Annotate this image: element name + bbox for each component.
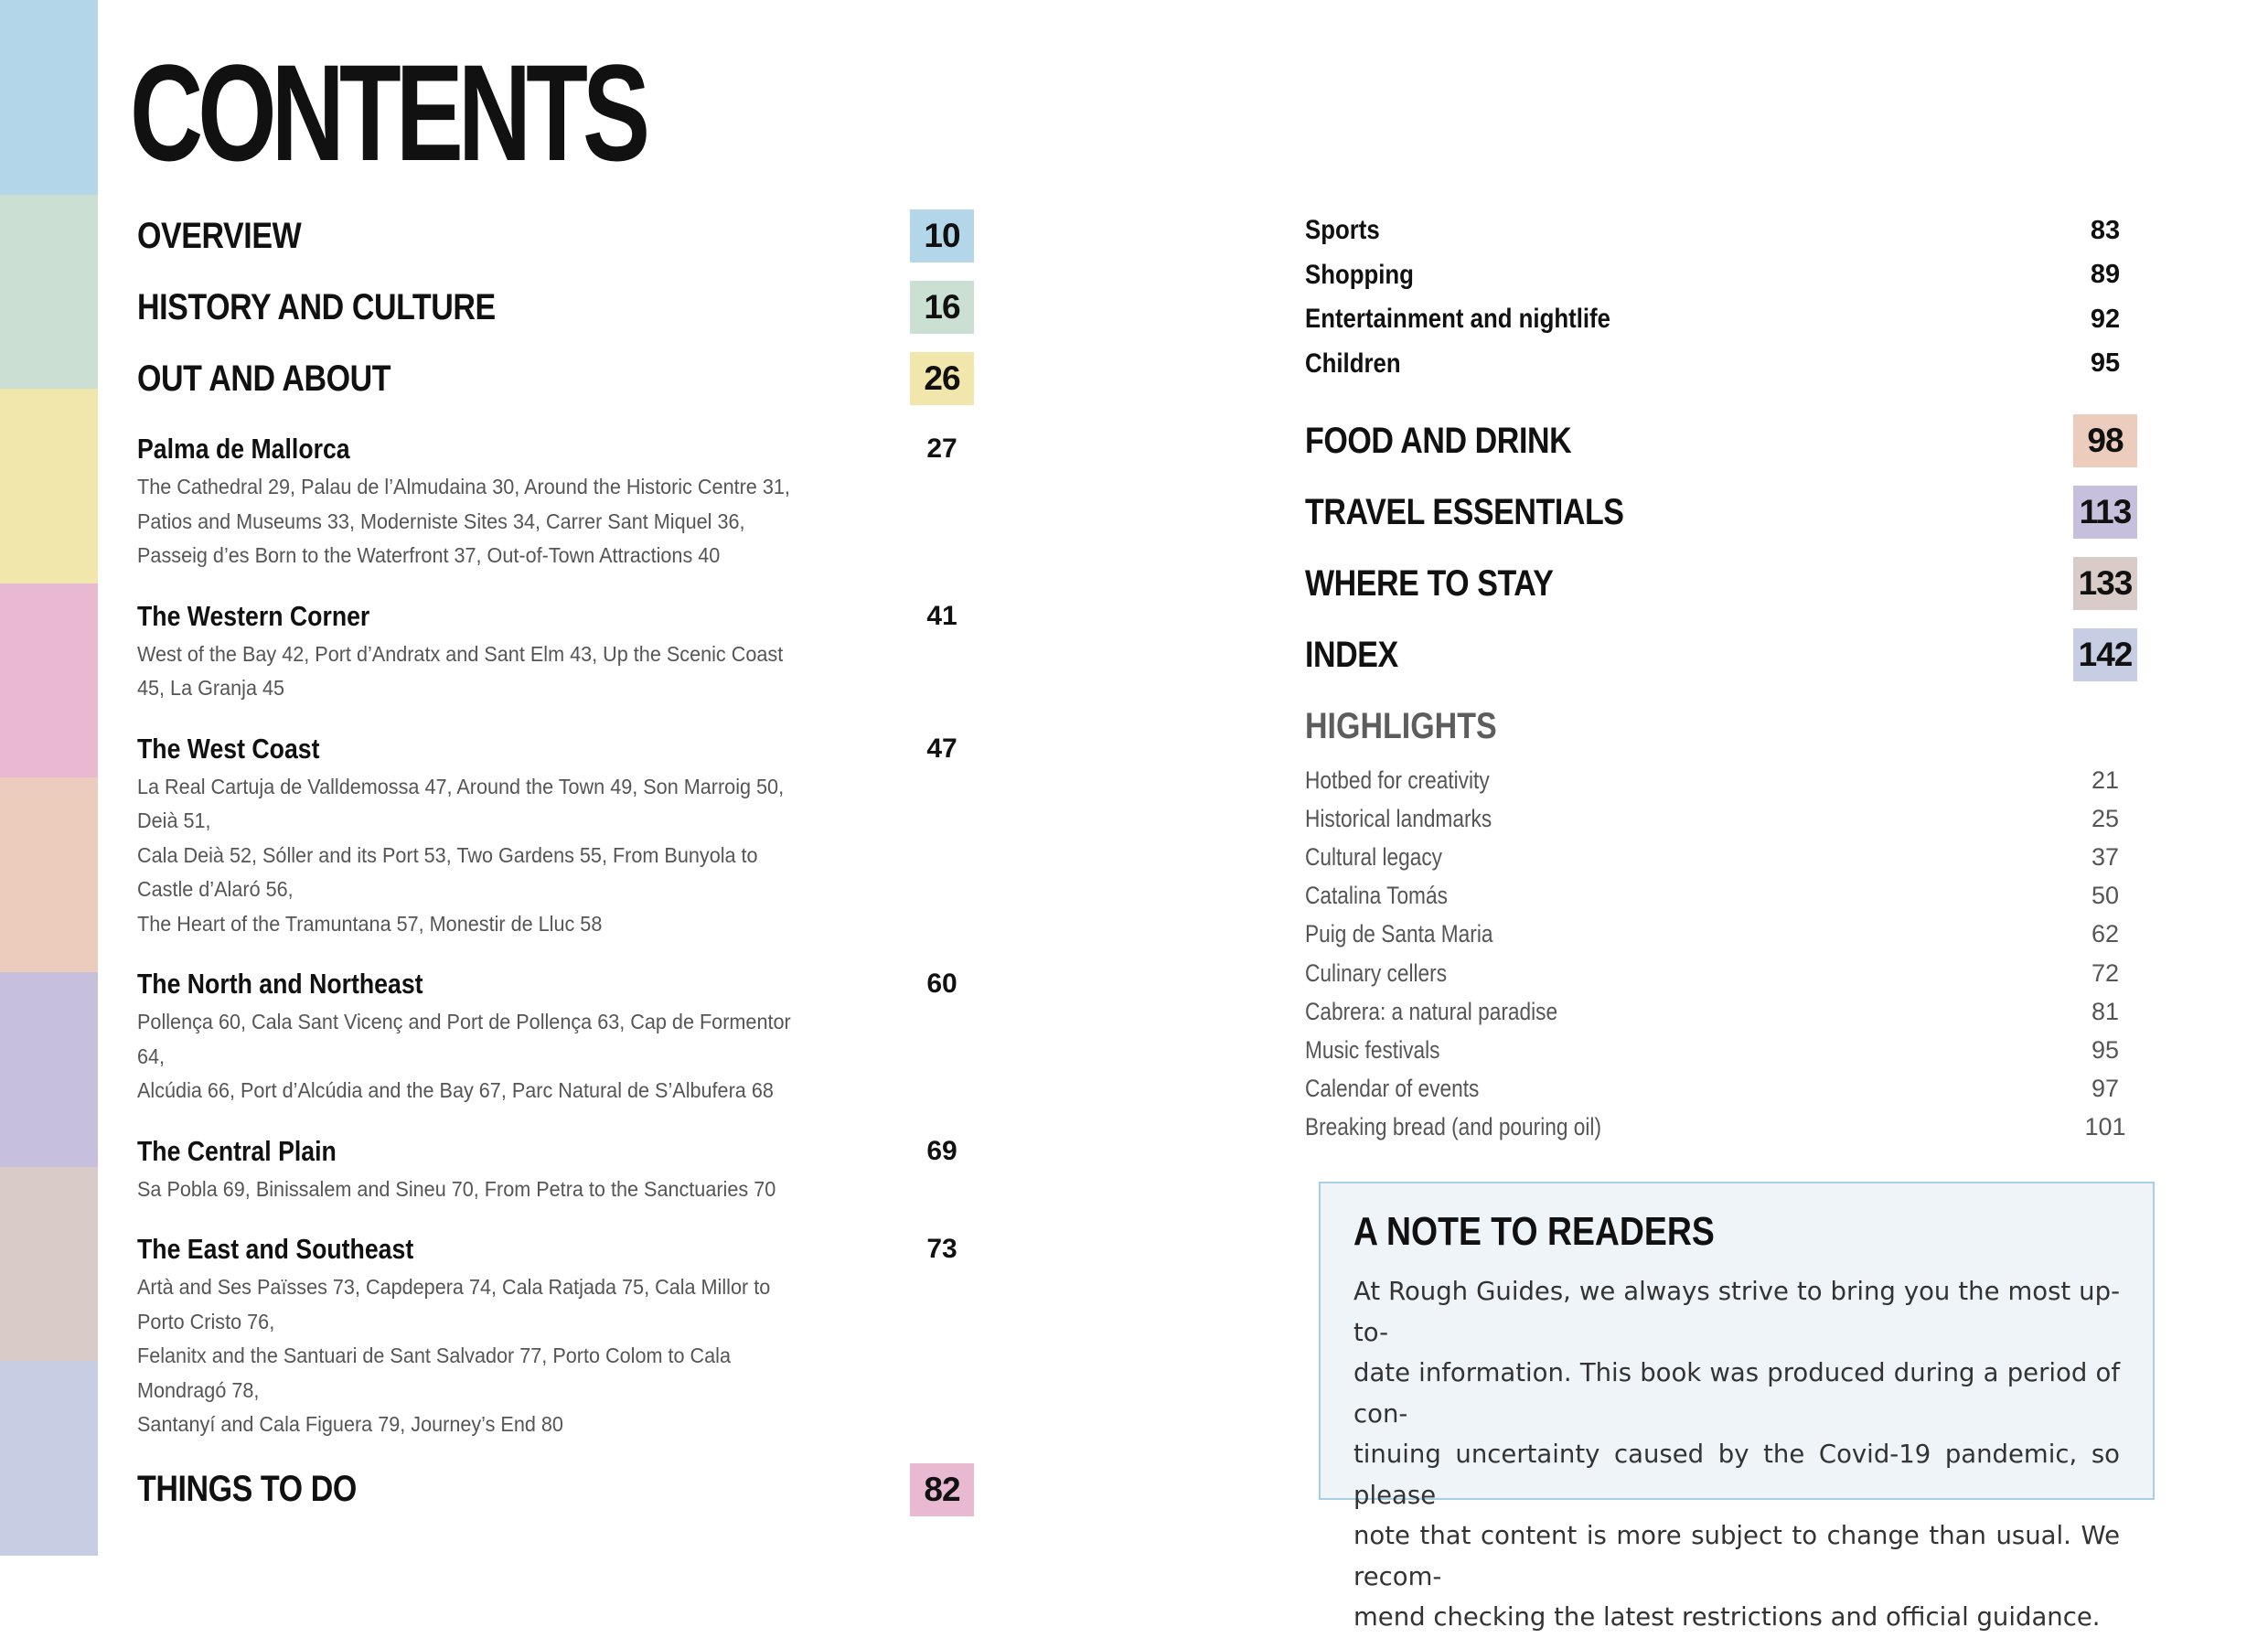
highlight-label: Culinary cellers <box>1305 958 1448 987</box>
page-badge: 82 <box>910 1463 974 1516</box>
highlight-item[interactable] <box>1305 992 2137 1031</box>
chapter-western-corner[interactable] <box>137 595 974 706</box>
highlight-label: Cultural legacy <box>1305 842 1443 871</box>
section-label: HISTORY AND CULTURE <box>137 286 496 327</box>
chapter-page: 60 <box>926 969 957 999</box>
chapter-description: La Real Cartuja de Valldemossa 47, Around the Town 49, Son Marroig 50, Deià 51, Cala Deià 52, Sóller and its Port 53, Two Gardens 55, From Bunyola to Castle d’Alaró 56, The Heart of the Tramuntana 57, Monestir de Lluc 58 <box>137 774 785 936</box>
chapter-page: 41 <box>926 600 957 631</box>
highlight-page: 37 <box>2091 842 2120 871</box>
chapter-north-and-northeast[interactable] <box>137 963 974 1108</box>
chapter-description: The Cathedral 29, Palau de l’Almudaina 30, Around the Historic Centre 31, Patios and Museums 33, Moderniste Sites 34, Carrer Sant Miquel 36, Passeig d’es Born to the Waterfront 37, Out-of-Town Attractions 40 <box>137 475 790 567</box>
highlight-item[interactable] <box>1305 915 2137 954</box>
right-column <box>1305 209 2137 1147</box>
section-label: WHERE TO STAY <box>1305 562 1554 604</box>
chapter-central-plain[interactable] <box>137 1130 974 1207</box>
subsection-children[interactable] <box>1305 342 2137 387</box>
chapter-description: Sa Pobla 69, Binissalem and Sineu 70, From Petra to the Sanctuaries 70 <box>137 1176 776 1201</box>
chapter-page: 69 <box>926 1135 957 1166</box>
chapter-title: The West Coast <box>137 732 320 765</box>
note-title: A NOTE TO READERS <box>1353 1209 1715 1254</box>
chapter-title: The North and Northeast <box>137 968 423 1000</box>
section-history-and-culture[interactable] <box>137 280 974 335</box>
strip-tab-travel-essentials <box>0 972 98 1167</box>
section-things-to-do[interactable] <box>137 1462 974 1517</box>
strip-tab-food-and-drink <box>0 777 98 972</box>
highlight-item[interactable] <box>1305 838 2137 876</box>
chapter-description: Artà and Ses Païsses 73, Capdepera 74, Cala Ratjada 75, Cala Millor to Porto Cristo 76, Felanitx and the Santuari de Sant Salvador 77, Porto Colom to Cala Mondragó 78, Santanyí and Cala Figuera 79, Journey’s End 80 <box>137 1275 771 1436</box>
page-title: CONTENTS <box>130 36 646 189</box>
chapter-description: Pollença 60, Cala Sant Vicenç and Port de Pollença 63, Cap de Formentor 64, Alcúdia 66, Port d’Alcúdia and the Bay 67, Parc Natural de S’Albufera 68 <box>137 1010 791 1102</box>
highlight-label: Cabrera: a natural paradise <box>1305 997 1558 1025</box>
chapter-page: 47 <box>926 733 957 764</box>
section-label: FOOD AND DRINK <box>1305 420 1572 461</box>
strip-tab-things-to-do <box>0 583 98 778</box>
page-badge: 133 <box>2073 557 2137 610</box>
strip-tab-out-and-about <box>0 389 98 583</box>
subsection-shopping[interactable] <box>1305 253 2137 298</box>
section-label: OUT AND ABOUT <box>137 358 391 399</box>
highlight-page: 81 <box>2091 997 2120 1025</box>
section-label: TRAVEL ESSENTIALS <box>1305 491 1624 532</box>
highlight-label: Hotbed for creativity <box>1305 765 1490 794</box>
highlight-item[interactable] <box>1305 1108 2137 1147</box>
page-badge: 98 <box>2073 414 2137 467</box>
highlights-list <box>1305 761 2137 1147</box>
subsection-label: Children <box>1305 348 1401 379</box>
strip-tab-where-to-stay <box>0 1167 98 1362</box>
strip-tab-overview <box>0 0 98 195</box>
page-badge: 26 <box>910 352 974 405</box>
chapter-title: The Central Plain <box>137 1134 337 1167</box>
chapter-page: 73 <box>926 1234 957 1264</box>
chapter-title: Palma de Mallorca <box>137 433 350 465</box>
chapter-page: 27 <box>926 434 957 464</box>
section-where-to-stay[interactable] <box>1305 556 2137 611</box>
subsection-sports[interactable] <box>1305 209 2137 253</box>
highlight-page: 50 <box>2091 882 2120 910</box>
subsection-label: Sports <box>1305 215 1380 246</box>
section-travel-essentials[interactable] <box>1305 485 2137 540</box>
highlight-label: Catalina Tomás <box>1305 882 1448 910</box>
subsection-page: 89 <box>2090 260 2121 290</box>
highlight-page: 101 <box>2084 1113 2126 1141</box>
highlight-label: Breaking bread (and pouring oil) <box>1305 1113 1602 1141</box>
section-label: INDEX <box>1305 634 1398 675</box>
section-overview[interactable] <box>137 209 974 263</box>
subsection-entertainment[interactable] <box>1305 297 2137 342</box>
strip-tab-history <box>0 195 98 390</box>
highlight-label: Historical landmarks <box>1305 804 1492 832</box>
highlight-item[interactable] <box>1305 1031 2137 1069</box>
highlights-heading: HIGHLIGHTS <box>1305 706 1497 746</box>
highlight-page: 97 <box>2091 1075 2120 1103</box>
section-food-and-drink[interactable] <box>1305 413 2137 468</box>
page-badge: 142 <box>2073 628 2137 681</box>
highlight-page: 62 <box>2091 920 2120 948</box>
chapter-title: The Western Corner <box>137 599 370 632</box>
left-column <box>137 209 974 1534</box>
page-badge: 10 <box>910 209 974 262</box>
highlight-item[interactable] <box>1305 954 2137 992</box>
highlight-page: 21 <box>2091 765 2120 794</box>
strip-tab-index <box>0 1361 98 1556</box>
page-badge: 16 <box>910 281 974 334</box>
color-tab-strip <box>0 0 98 1556</box>
section-label: OVERVIEW <box>137 215 302 256</box>
section-index[interactable] <box>1305 627 2137 682</box>
section-out-and-about[interactable] <box>137 351 974 406</box>
highlight-page: 72 <box>2091 958 2120 987</box>
highlight-label: Puig de Santa Maria <box>1305 920 1493 948</box>
subsection-page: 83 <box>2090 215 2121 245</box>
highlight-label: Music festivals <box>1305 1035 1440 1064</box>
highlight-item[interactable] <box>1305 877 2137 915</box>
chapter-description: West of the Bay 42, Port d’Andratx and Sant Elm 43, Up the Scenic Coast 45, La Granja 45 <box>137 641 784 700</box>
subsection-label: Entertainment and nightlife <box>1305 304 1610 335</box>
spacer <box>1305 386 2137 413</box>
chapter-title: The East and Southeast <box>137 1233 414 1265</box>
section-label: THINGS TO DO <box>137 1469 357 1509</box>
highlight-item[interactable] <box>1305 761 2137 799</box>
highlight-label: Calendar of events <box>1305 1075 1480 1103</box>
subsection-page: 95 <box>2090 348 2121 379</box>
note-to-readers-box <box>1319 1182 2155 1632</box>
highlight-page: 25 <box>2091 804 2120 832</box>
highlight-item[interactable] <box>1305 1070 2137 1108</box>
chapter-east-and-southeast[interactable] <box>137 1228 974 1442</box>
chapter-palma[interactable] <box>137 428 974 573</box>
page-badge: 113 <box>2073 486 2137 539</box>
highlight-item[interactable] <box>1305 799 2137 838</box>
subsection-page: 92 <box>2090 304 2121 334</box>
note-body: At Rough Guides, we always strive to bring you the most up-to- date information. This book was produced during a period of con- tinuing uncertainty caused by the Covid-19 pandemic, so please note that content is more subject to change than usual. We recom- mend checking the latest restrictions and official guidance. <box>1353 1277 2120 1632</box>
subsection-label: Shopping <box>1305 259 1414 290</box>
highlight-page: 95 <box>2091 1035 2120 1064</box>
chapter-west-coast[interactable] <box>137 728 974 942</box>
